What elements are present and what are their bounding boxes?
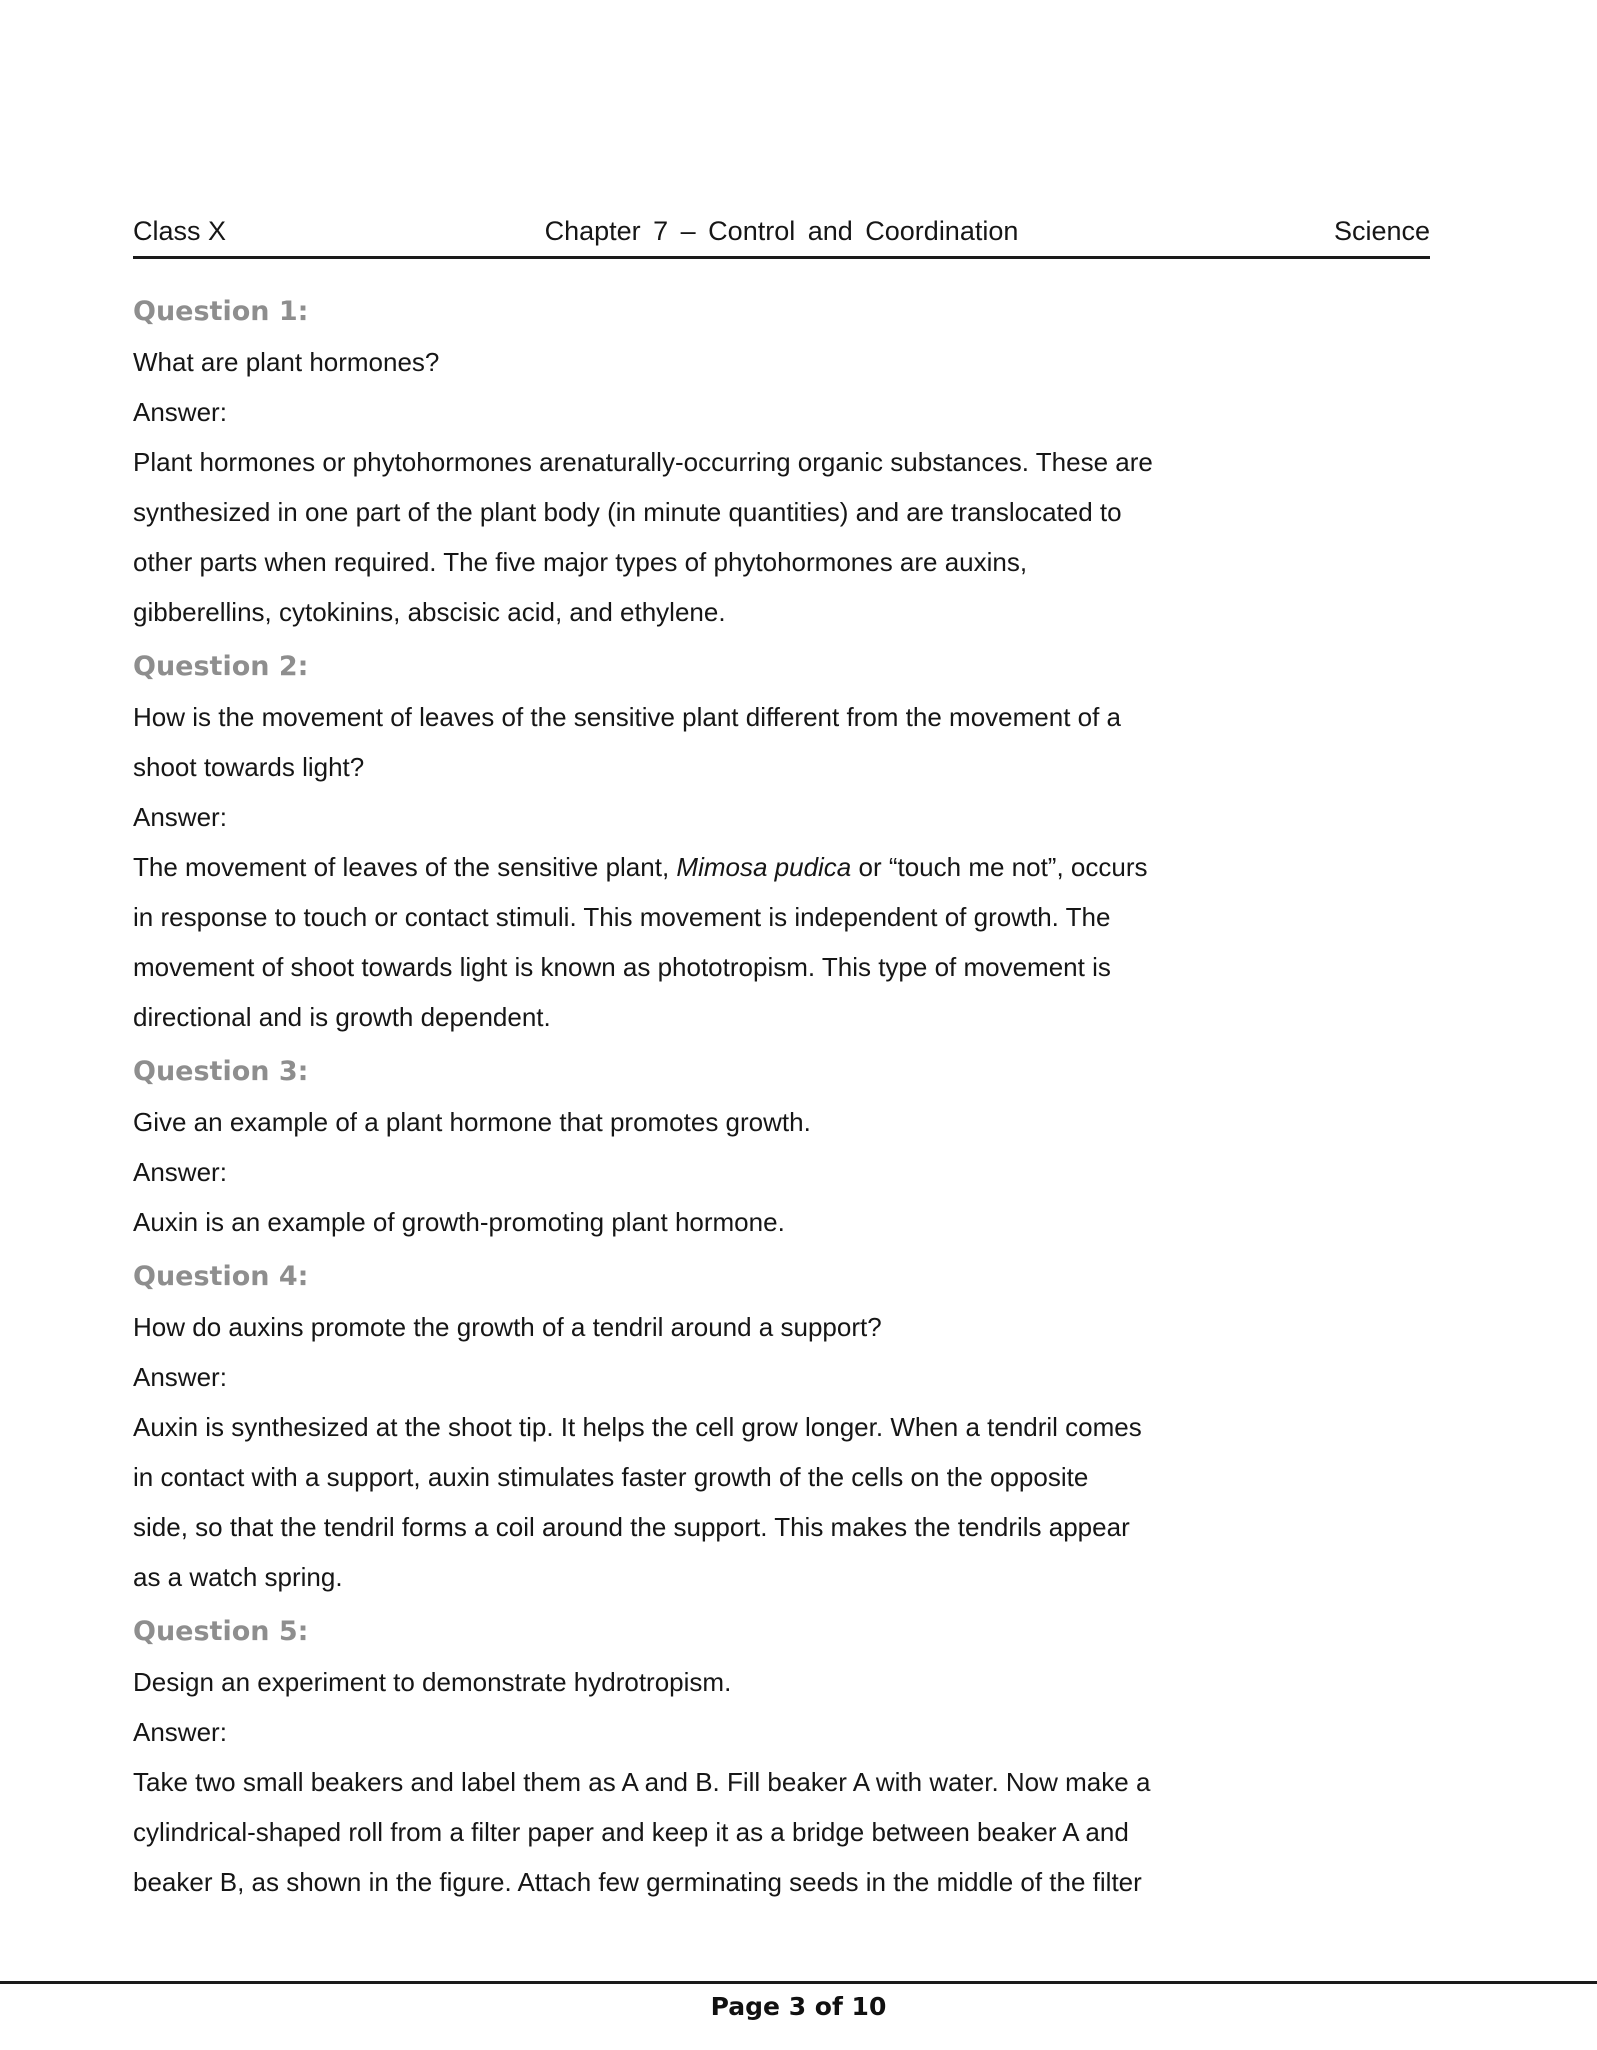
question-block-5 (133, 1607, 1453, 1907)
question-block-1 (133, 287, 1453, 637)
text-line: in contact with a support, auxin stimulates faster growth of the cells on the opposite (133, 1462, 1089, 1492)
answer-text (133, 1757, 1453, 1907)
header-subject-label: Science (1333, 216, 1430, 246)
page-footer (0, 1988, 1597, 2026)
question-text (133, 337, 1453, 387)
text-line: How do auxins promote the growth of a tendril around a support? (133, 1312, 882, 1342)
text-line: Take two small beakers and label them as A and B. Fill beaker A with water. Now make a (133, 1767, 1151, 1797)
page-header (133, 214, 1430, 248)
text-line: How is the movement of leaves of the sensitive plant different from the movement of a (133, 702, 1122, 732)
text-line: as a watch spring. (133, 1562, 343, 1592)
question-block-2 (133, 642, 1453, 1042)
text-line: shoot towards light? (133, 752, 365, 782)
text-line: side, so that the tendril forms a coil around the support. This makes the tendrils appear (133, 1512, 1130, 1542)
question-label: Question 1: (133, 296, 309, 327)
text-line: other parts when required. The five major types of phytohormones are auxins, (133, 547, 1028, 577)
text-line: synthesized in one part of the plant body (in minute quantities) and are translocated to (133, 497, 1122, 527)
question-block-3 (133, 1047, 1453, 1247)
answer-label: Answer: (133, 1157, 227, 1187)
text-line: directional and is growth dependent. (133, 1002, 551, 1032)
question-label: Question 3: (133, 1056, 309, 1087)
text-line: Give an example of a plant hormone that promotes growth. (133, 1107, 811, 1137)
text-line: Design an experiment to demonstrate hydrotropism. (133, 1667, 732, 1697)
answer-text (133, 1402, 1453, 1602)
text-line: Auxin is an example of growth-promoting plant hormone. (133, 1207, 785, 1237)
header-chapter-title: Chapter 7 – Control and Coordination (544, 216, 1019, 246)
answer-text (133, 437, 1453, 637)
text-line: What are plant hormones? (133, 347, 440, 377)
text-line: movement of shoot towards light is known as phototropism. This type of movement is (133, 952, 1111, 982)
answer-label: Answer: (133, 802, 227, 832)
question-label: Question 4: (133, 1261, 309, 1292)
text-line: Plant hormones or phytohormones arenaturally-occurring organic substances. These are (133, 447, 1153, 477)
text-line: beaker B, as shown in the figure. Attach few germinating seeds in the middle of the filter (133, 1867, 1142, 1897)
text-line: gibberellins, cytokinins, abscisic acid, and ethylene. (133, 597, 726, 627)
question-text (133, 1302, 1453, 1352)
text-line: in response to touch or contact stimuli. This movement is independent of growth. The (133, 902, 1111, 932)
answer-text (133, 842, 1453, 1042)
answer-label: Answer: (133, 397, 227, 427)
answer-label: Answer: (133, 1362, 227, 1392)
text-line: Auxin is synthesized at the shoot tip. It helps the cell grow longer. When a tendril comes (133, 1412, 1142, 1442)
question-text (133, 1097, 1453, 1147)
answer-text (133, 1197, 1453, 1247)
text-line: cylindrical-shaped roll from a filter paper and keep it as a bridge between beaker A and (133, 1817, 1129, 1847)
document-body (133, 287, 1453, 1907)
question-label: Question 5: (133, 1616, 309, 1647)
page-number: Page 3 of 10 (710, 1992, 887, 2021)
footer-rule (0, 1981, 1597, 1984)
question-label: Question 2: (133, 651, 309, 682)
header-class-label: Class X (133, 216, 227, 246)
answer-label: Answer: (133, 1717, 227, 1747)
question-text (133, 692, 1453, 792)
header-rule (133, 256, 1430, 259)
question-text (133, 1657, 1453, 1707)
question-block-4 (133, 1252, 1453, 1602)
text-line: The movement of leaves of the sensitive plant, Mimosa pudica or “touch me not”, occurs (133, 852, 1148, 882)
